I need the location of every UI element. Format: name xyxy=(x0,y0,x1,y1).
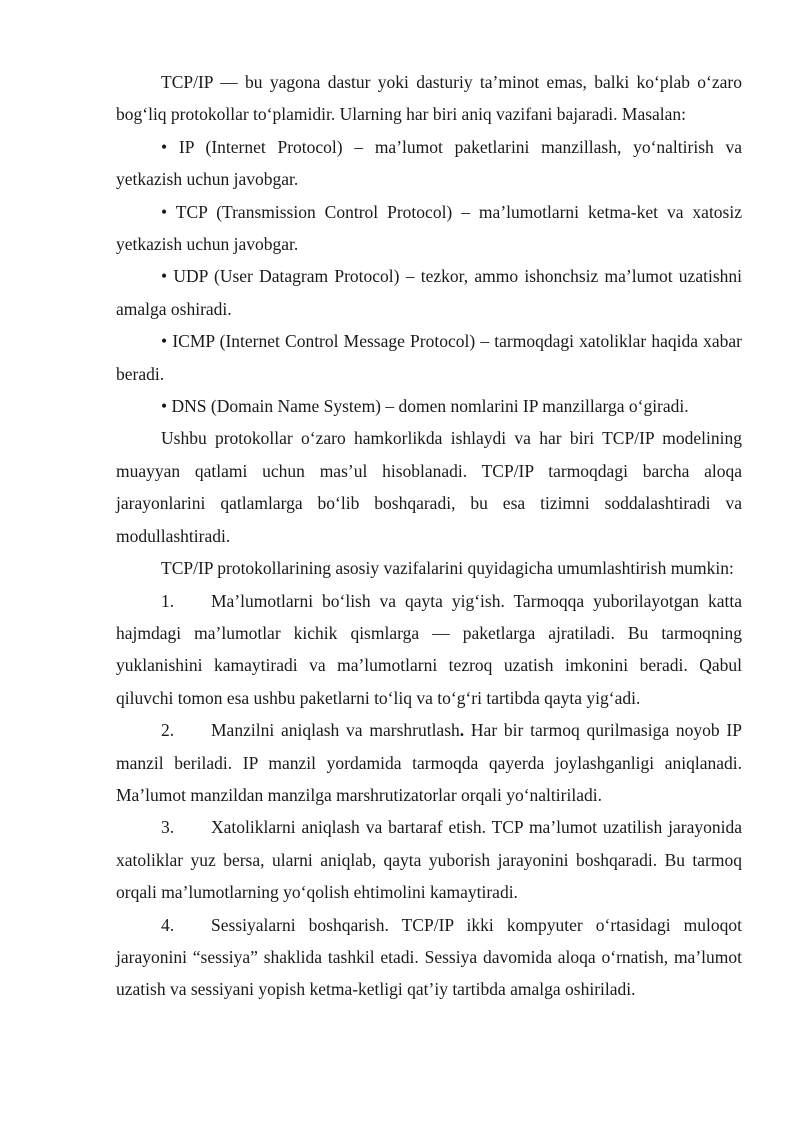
item-number: 3. xyxy=(161,817,175,838)
item-text: Tarmoqqa yuborilayotgan katta hajmdagi ma’lumotlar kichik qismlarga — paketlarga ajratiladi. Bu tarmoqning yuklanishini kamaytiradi va ma’lumotlarni tezroq uzatish imkonini beradi. Qabul qiluvchi tomon esa ushbu paketlarni to‘liq va to‘g‘ri tartibda qayta yig‘adi. xyxy=(116,590,742,708)
bullet-item-icmp xyxy=(116,325,742,390)
item-lead-punct: . xyxy=(459,720,465,741)
bullet-symbol: • xyxy=(161,136,168,157)
bullet-item-dns xyxy=(116,390,742,422)
item-number: 2. xyxy=(161,720,175,741)
bullet-text: IP (Internet Protocol) – ma’lumot paketlarini manzillash, yo‘naltirish va yetkazish uchun javobgar. xyxy=(116,136,742,190)
bullet-symbol: • xyxy=(161,331,168,352)
numbered-item-3 xyxy=(116,811,742,908)
item-lead: Xatoliklarni aniqlash va bartaraf etish. xyxy=(211,817,486,838)
item-lead: Sessiyalarni boshqarish. xyxy=(211,914,389,935)
intro-paragraph: TCP/IP — bu yagona dastur yoki dasturiy ta’minot emas, balki ko‘plab o‘zaro bog‘liq protokollar to‘plamidir. Ularning har biri aniq vazifani bajaradi. Masalan: xyxy=(116,72,742,125)
document-page xyxy=(116,66,742,1006)
item-lead: Ma’lumotlarni bo‘lish va qayta yig‘ish. xyxy=(211,590,505,611)
item-number: 4. xyxy=(161,914,175,935)
bullet-text: TCP (Transmission Control Protocol) – ma’lumotlarni ketma-ket va xatosiz yetkazish uchun javobgar. xyxy=(116,201,742,255)
bullet-item-ip xyxy=(116,131,742,196)
bullet-item-udp xyxy=(116,260,742,325)
item-number: 1. xyxy=(161,590,175,611)
cooperation-paragraph: Ushbu protokollar o‘zaro hamkorlikda ishlaydi va har biri TCP/IP modelining muayyan qatlami uchun mas’ul hisoblanadi. TCP/IP tarmoqdagi barcha aloqa jarayonlarini qatlamlarga bo‘lib boshqaradi, bu esa tizimni soddalashtiradi va modullashtiradi. xyxy=(116,428,742,546)
bullet-text: DNS (Domain Name System) – domen nomlarini IP manzillarga o‘giradi. xyxy=(171,396,689,417)
bullet-symbol: • xyxy=(161,266,168,287)
numbered-item-2 xyxy=(116,714,742,811)
bullet-item-tcp xyxy=(116,196,742,261)
item-text: Har bir tarmoq qurilmasiga noyob IP manzil beriladi. IP manzil yordamida tarmoqda qayerda joylashganligi aniqlanadi. Ma’lumot manzildan manzilga marshrutizatorlar orqali yo‘naltiriladi. xyxy=(116,720,742,805)
item-text: TCP ma’lumot uzatilish jarayonida xatoliklar yuz bersa, ularni aniqlab, qayta yuborish jarayonini boshqaradi. Bu tarmoq orqali ma’lumotlarning yo‘qolish ehtimolini kamaytiradi. xyxy=(116,817,742,903)
item-lead: Manzilni aniqlash va marshrutlash xyxy=(211,720,460,741)
bullet-symbol: • xyxy=(161,201,168,222)
bullet-text: ICMP (Internet Control Message Protocol) – tarmoqdagi xatoliklar haqida xabar beradi. xyxy=(116,331,743,384)
item-text: TCP/IP ikki kompyuter o‘rtasidagi muloqot jarayonini “sessiya” shaklida tashkil etadi. Sessiya davomida aloqa o‘rnatish, ma’lumot uzatish va sessiyani yopish ketma-ketligi qat’iy tartibda amalga oshiriladi. xyxy=(116,914,742,1000)
numbered-item-1 xyxy=(116,585,742,715)
bullet-symbol: • xyxy=(161,396,168,417)
bullet-text: UDP (User Datagram Protocol) – tezkor, ammo ishonchsiz ma’lumot uzatishni amalga oshiradi. xyxy=(116,266,742,319)
summary-paragraph: TCP/IP protokollarining asosiy vazifalarini quyidagicha umumlashtirish mumkin: xyxy=(161,558,734,579)
numbered-item-4 xyxy=(116,909,742,1006)
